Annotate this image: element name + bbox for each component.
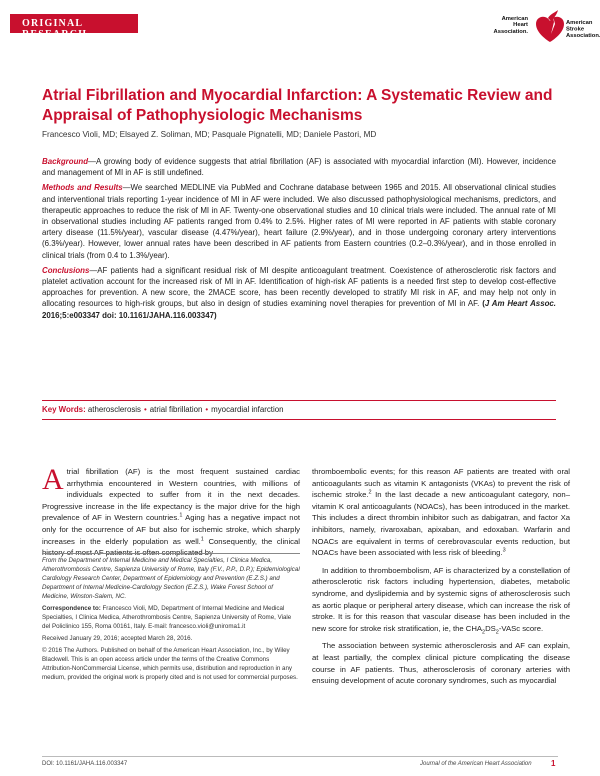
article-title: Atrial Fibrillation and Myocardial Infarction: A Systematic Review and Appraisal of Pathophysiologic Mechanisms [42,87,553,124]
keywords [42,405,284,414]
divider [42,756,558,757]
abstract-conclusions [42,265,556,321]
page-number: 1 [551,759,556,768]
section-banner: ORIGINAL RESEARCH [10,14,138,33]
correspondence: Correspondence to: Francesco Violi, MD, Department of Internal Medicine and Medical Specialties, I Clinica Medica, Atherothrombosis Centre, Sapienza University of Rome, Viale del Policlinico 155, Roma 00161, Italy. E-mail: francesco.violi@uniroma1.it [42,605,292,630]
body-paragraph: thromboembolic events; for this reason AF patients are treated with oral anticoagulants such as vitamin K antagonists (VKAs) to prevent the risk of ischemic stroke.$^2$ In the last decade a new anticoagulant category, non–vitamin K oral anticoagulants (NOACs), has been introduced in the market. This includes a direct thrombin inhibitor such as dabigatran, and factor Xa inhibitors, namely, rivaroxaban, apixaban, and edoxaban. Warfarin and NOACs are equivalent in terms of cerebrovascular events reduction, but NOACs have been associated with less risk of bleeding.$^3$ [312,467,570,558]
abstract [42,156,556,325]
logo-line: American [566,20,593,26]
logo-line: Association. [566,33,600,39]
logo-line: Heart [513,22,528,29]
abstract-methods [42,182,556,260]
bullet-icon: • [205,405,209,414]
logo-line: Stroke [566,26,585,33]
abstract-label: Background [42,157,89,166]
footer-doi: DOI: 10.1161/JAHA.116.003347 [42,761,128,767]
drop-cap: A [42,463,64,496]
logo-text [482,16,530,35]
abstract-label: Methods and Results [42,183,123,193]
author-list: Francesco Violi, MD; Elsayed Z. Soliman, MD; Pasquale Pignatelli, MD; Daniele Pastori, MD [42,130,377,139]
heart-torch-icon [530,10,600,52]
abstract-label: Conclusions [42,265,90,275]
body-paragraph: The association between systemic atherosclerosis and AF can explain, at least partially, the complex clinical picture complicating the disease course in AF patients. Thus, atherosclerosis of coronary arteries with ensuing development of acute coronary syndromes, such as myocardial [312,641,570,686]
body-column-right [312,466,570,693]
keyword: myocardial infarction [211,405,284,414]
keyword: atrial fibrillation [149,405,203,414]
logo-line: Association. [493,28,528,35]
divider [42,400,556,401]
divider [42,419,556,420]
abstract-text: —We searched MEDLINE via PubMed and Cochrane database between 1965 and 2015. All observational clinical studies and interventional trials reporting 1-year incidence of MI in AF were included. We also discussed pathophysiological mechanisms, predictors, and therapeutic approaches to reduce the risk of MI in AF. Twenty-one observational studies and 10 clinical trials were included. The annual rate of MI in observational studies including AF patients ranged from 0.4% to 2.5%. Higher rates of MI were reported in AF patients with stable coronary artery disease (11.5%/year), vascular disease (4.47%/year), heart failure (2.9%/year), and in those undergoing coronary artery interventions (6.3%/year). However, lower annual rates have been described in AF patients from Eastern countries (0.2–0.3%/year), and in those enrolled in clinical trials (from 0.4 to 1.3%/year). [42,183,556,260]
abstract-text: —AF patients had a significant residual risk of MI despite anticoagulant treatment. Coexistence of atherosclerotic risk factors and platelet activation account for the increased risk of MI in AF. Identification of high-risk AF patients is a needed first step to develop cost-effective approaches for prevention. A new score, the 2MACE score, has been recently developed to stratify MI risk in AF, and may help not only in allocating resources to high-risk groups, but also in design of studies examining novel therapies for prevention of MI in AF. [42,265,556,309]
keyword: atherosclerosis [87,405,141,414]
body-paragraph: In addition to thromboembolism, AF is characterized by a constellation of atherosclerotic risk factors including hypertension, diabetes, metabolic syndrome, and dyslipidemia and by systemic signs of atherosclerosis such as aortic plaque or peripheral artery disease, which can increase the risk of stroke. It is for this reason that vascular disease has been included in the new score for stroke risk stratification, ie, the $CHA_2DS_2$-VASc score. [312,565,570,636]
abstract-text: —A growing body of evidence suggests that atrial fibrillation (AF) is associated with myocardial infarction (MI). However, incidence and management of MI in AF is still undefined. [42,157,556,178]
footer-journal: Journal of the American Heart Association [420,761,532,767]
logo-line: American [501,16,528,22]
keywords-label: Key Words: [42,405,86,414]
aha-asa-logo [482,10,600,52]
footnotes [42,556,300,685]
affiliations: From the Department of Internal Medicine and Medical Specialties, I Clinica Medica, Atherothrombosis Centre, Sapienza University of Rome, Italy (F.V., P.P., D.P.); Epidemiological Cardiology Research Center, Department of Epidemiology and Prevention (E.Z.S.) and Department of Internal Medicine-Cardiology Section (E.Z.S.), Wake Forest School of Medicine, Winston-Salem, NC. [42,557,300,600]
dates: Received January 29, 2016; accepted March 28, 2016. [42,635,193,642]
citation: (J Am Heart Assoc. 2016;5:e003347 doi: 10.1161/JAHA.116.003347) [42,299,556,320]
body-column-left [42,463,300,565]
citation-journal: J Am Heart Assoc. [484,299,556,309]
body-paragraph: Atrial fibrillation (AF) is the most frequent sustained cardiac arrhythmia encountered in Western countries, with millions of individuals expected to suffer from it in the next decades. Progressive increase in the life expectancy is the major drive for the high prevalence of AF in Western countries.$^1$ Aging has a negative impact not only for the occurrence of AF but also for ischemic stroke, which sharply increases in the elderly population as well.$^1$ Consequently, the clinical history of most AF patients is often complicated by [42,463,300,558]
bullet-icon: • [143,405,147,414]
citation-doi: 2016;5:e003347 doi: 10.1161/JAHA.116.003347) [42,310,217,320]
divider [42,553,300,554]
copyright: © 2016 The Authors. Published on behalf of the American Heart Association, Inc., by Wiley Blackwell. This is an open access article under the terms of the Creative Commons Attribution-NonCommercial License, which permits use, distribution and reproduction in any medium, provided the original work is properly cited and is not used for commercial purposes. [42,647,298,681]
abstract-background [42,156,556,178]
